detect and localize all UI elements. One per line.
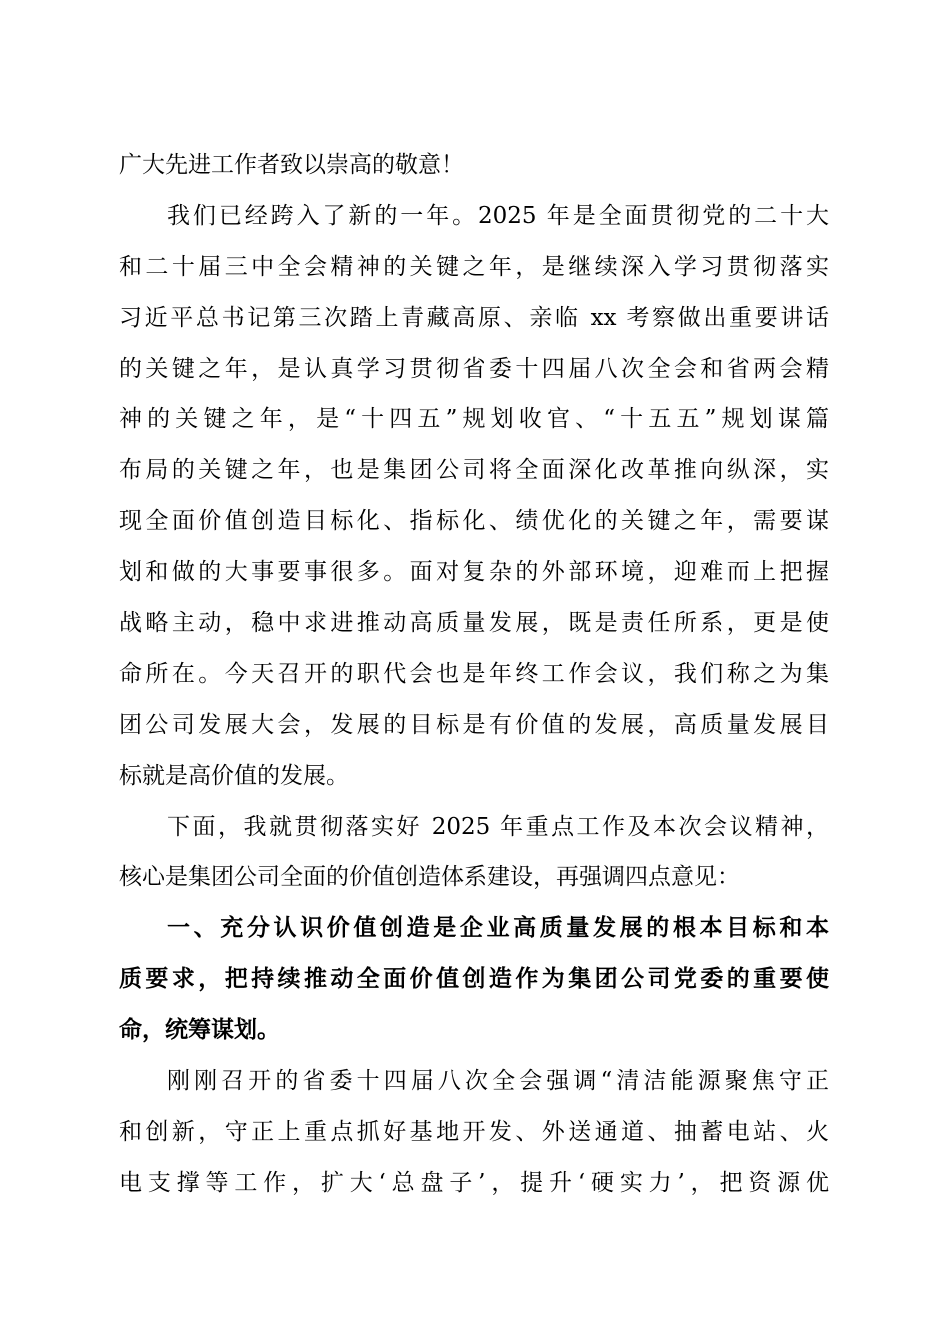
paragraph-line: 刚刚召开的省委十四届八次全会强调“清洁能源聚焦守正 bbox=[167, 1068, 829, 1095]
paragraph-line: 团公司发展大会，发展的目标是有价值的发展，高质量发展目 bbox=[119, 711, 829, 738]
document-body bbox=[119, 140, 829, 1209]
paragraph-line: 习近平总书记第三次踏上青藏高原、亲临 xx 考察做出重要讲话 bbox=[119, 304, 829, 331]
paragraph-line: 布局的关键之年，也是集团公司将全面深化改革推向纵深，实 bbox=[119, 457, 829, 484]
paragraph-line: 广大先进工作者致以崇高的敬意！ bbox=[119, 152, 464, 178]
paragraph-line: 和二十届三中全会精神的关键之年，是继续深入学习贯彻落实 bbox=[119, 253, 829, 280]
paragraph-line: 划和做的大事要事很多。面对复杂的外部环境，迎难而上把握 bbox=[119, 559, 829, 586]
paragraph-line: 和创新，守正上重点抓好基地开发、外送通道、抽蓄电站、火 bbox=[119, 1118, 829, 1145]
paragraph-line: 战略主动，稳中求进推动高质量发展，既是责任所系，更是使 bbox=[119, 610, 829, 637]
paragraph-line: 下面，我就贯彻落实好 2025 年重点工作及本次会议精神， bbox=[167, 813, 829, 840]
paragraph-line: 的关键之年，是认真学习贯彻省委十四届八次全会和省两会精 bbox=[119, 355, 829, 382]
paragraph-line: 核心是集团公司全面的价值创造体系建设，再强调四点意见： bbox=[119, 864, 740, 891]
paragraph-line: 神的关键之年，是“十四五”规划收官、“十五五”规划谋篇 bbox=[119, 406, 829, 433]
section-heading-line: 命，统筹谋划。 bbox=[119, 1017, 280, 1044]
section-heading-line: 质要求，把持续推动全面价值创造作为集团公司党委的重要使 bbox=[119, 966, 829, 993]
paragraph-line: 电支撑等工作，扩大‘总盘子’，提升‘硬实力’，把资源优 bbox=[119, 1169, 829, 1196]
paragraph-line: 命所在。今天召开的职代会也是年终工作会议，我们称之为集 bbox=[119, 660, 829, 687]
paragraph-line: 现全面价值创造目标化、指标化、绩优化的关键之年，需要谋 bbox=[119, 508, 829, 535]
paragraph-line: 我们已经跨入了新的一年。2025 年是全面贯彻党的二十大 bbox=[167, 202, 829, 229]
section-heading-line: 一、充分认识价值创造是企业高质量发展的根本目标和本 bbox=[167, 915, 829, 942]
paragraph-line: 标就是高价值的发展。 bbox=[119, 762, 349, 789]
